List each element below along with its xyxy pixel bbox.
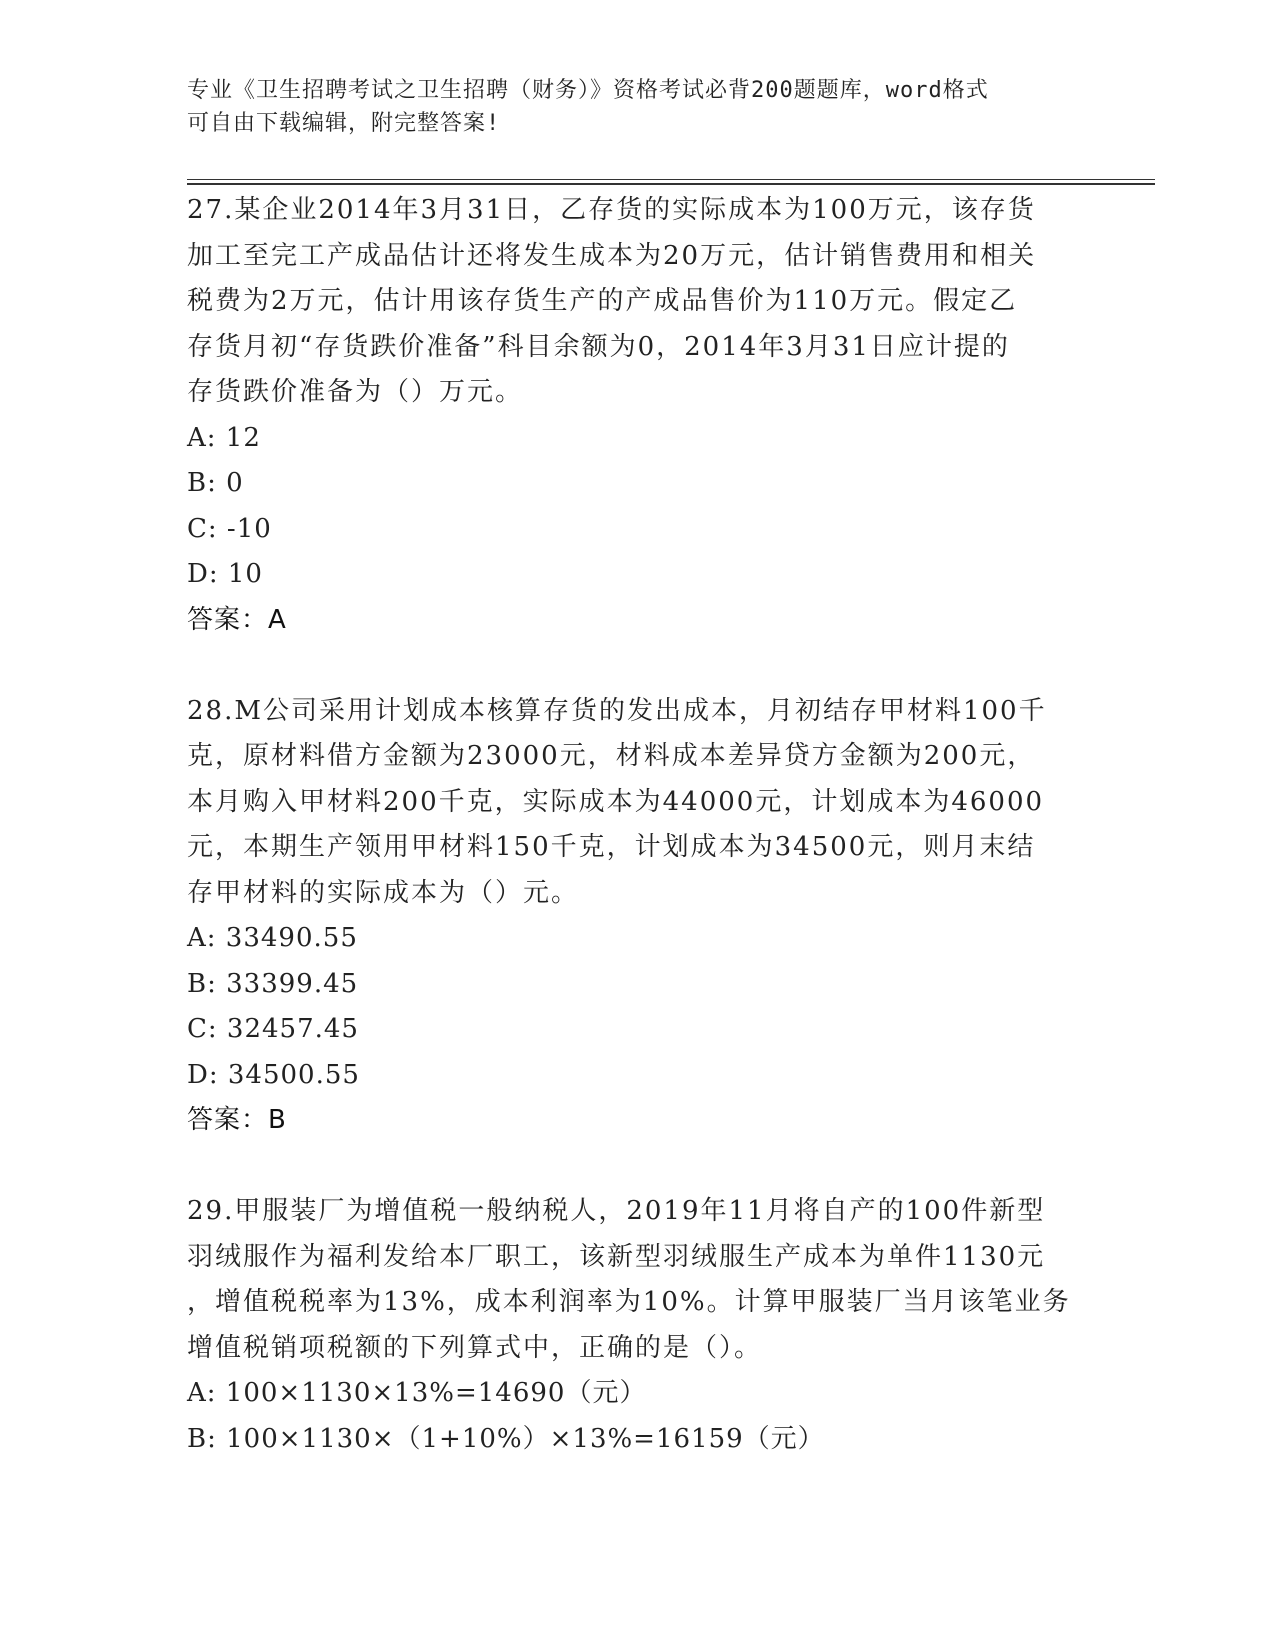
option-b: B: 0 (187, 468, 244, 498)
option-c: C: -10 (187, 513, 272, 544)
option-b: B: 33399.45 (187, 968, 359, 999)
question-text-line: 存货月初“存货跌价准备”科目余额为0，2014年3月31日应计提的 (187, 331, 1010, 362)
question-text-line: ，增值税税率为13%，成本利润率为10%。计算甲服装厂当月该笔业务 (187, 1287, 1071, 1317)
option-d: D: 34500.55 (187, 1059, 360, 1090)
question-text-line: 27.某企业2014年3月31日，乙存货的实际成本为100万元，该存货 (187, 195, 1036, 225)
question-text-line: 羽绒服作为福利发给本厂职工，该新型羽绒服生产成本为单件1130元 (187, 1241, 1046, 1272)
question-text-line: 增值税销项税额的下列算式中，正确的是（）。 (187, 1332, 763, 1363)
question-text-line: 加工至完工产成品估计还将发生成本为20万元，估计销售费用和相关 (187, 240, 1037, 271)
header-line-1: 专业《卫生招聘考试之卫生招聘（财务）》资格考试必背200题题库，word格式 (187, 78, 989, 103)
option-c: C: 32457.45 (187, 1014, 359, 1044)
question-29 (187, 1189, 1087, 1462)
option-a: A: 100×1130×13%=14690（元） (187, 1378, 647, 1408)
option-d: D: 10 (187, 559, 263, 589)
question-text-line: 29.甲服装厂为增值税一般纳税人，2019年11月将自产的100件新型 (187, 1196, 1046, 1226)
question-text-line: 克，原材料借方金额为23000元，材料成本差异贷方金额为200元， (187, 741, 1036, 771)
header-divider-thick (187, 183, 1155, 185)
answer-label: 答案：B (187, 1105, 287, 1135)
question-text-line: 28.M公司采用计划成本核算存货的发出成本，月初结存甲材料100千 (187, 695, 1047, 726)
header-divider-thin (187, 179, 1155, 180)
option-a: A: 12 (187, 422, 261, 453)
question-27 (187, 188, 1087, 643)
question-28 (187, 689, 1087, 1144)
question-text-line: 本月购入甲材料200千克，实际成本为44000元，计划成本为46000 (187, 786, 1045, 817)
question-text-line: 元，本期生产领用甲材料150千克，计划成本为34500元，则月末结 (187, 832, 1036, 862)
option-a: A: 33490.55 (187, 923, 358, 953)
question-spacer (187, 643, 1087, 689)
header-line-2: 可自由下载编辑，附完整答案! (187, 111, 501, 136)
question-text-line: 税费为2万元，估计用该存货生产的产成品售价为110万元。假定乙 (187, 286, 1018, 316)
question-spacer (187, 1144, 1087, 1190)
document-header (187, 74, 1087, 140)
question-text-line: 存甲材料的实际成本为（）元。 (187, 877, 580, 908)
option-b: B: 100×1130×（1+10%）×13%=16159（元） (187, 1423, 825, 1454)
answer-label: 答案：A (187, 604, 287, 635)
question-text-line: 存货跌价准备为（）万元。 (187, 377, 524, 407)
question-list (187, 188, 1087, 1462)
